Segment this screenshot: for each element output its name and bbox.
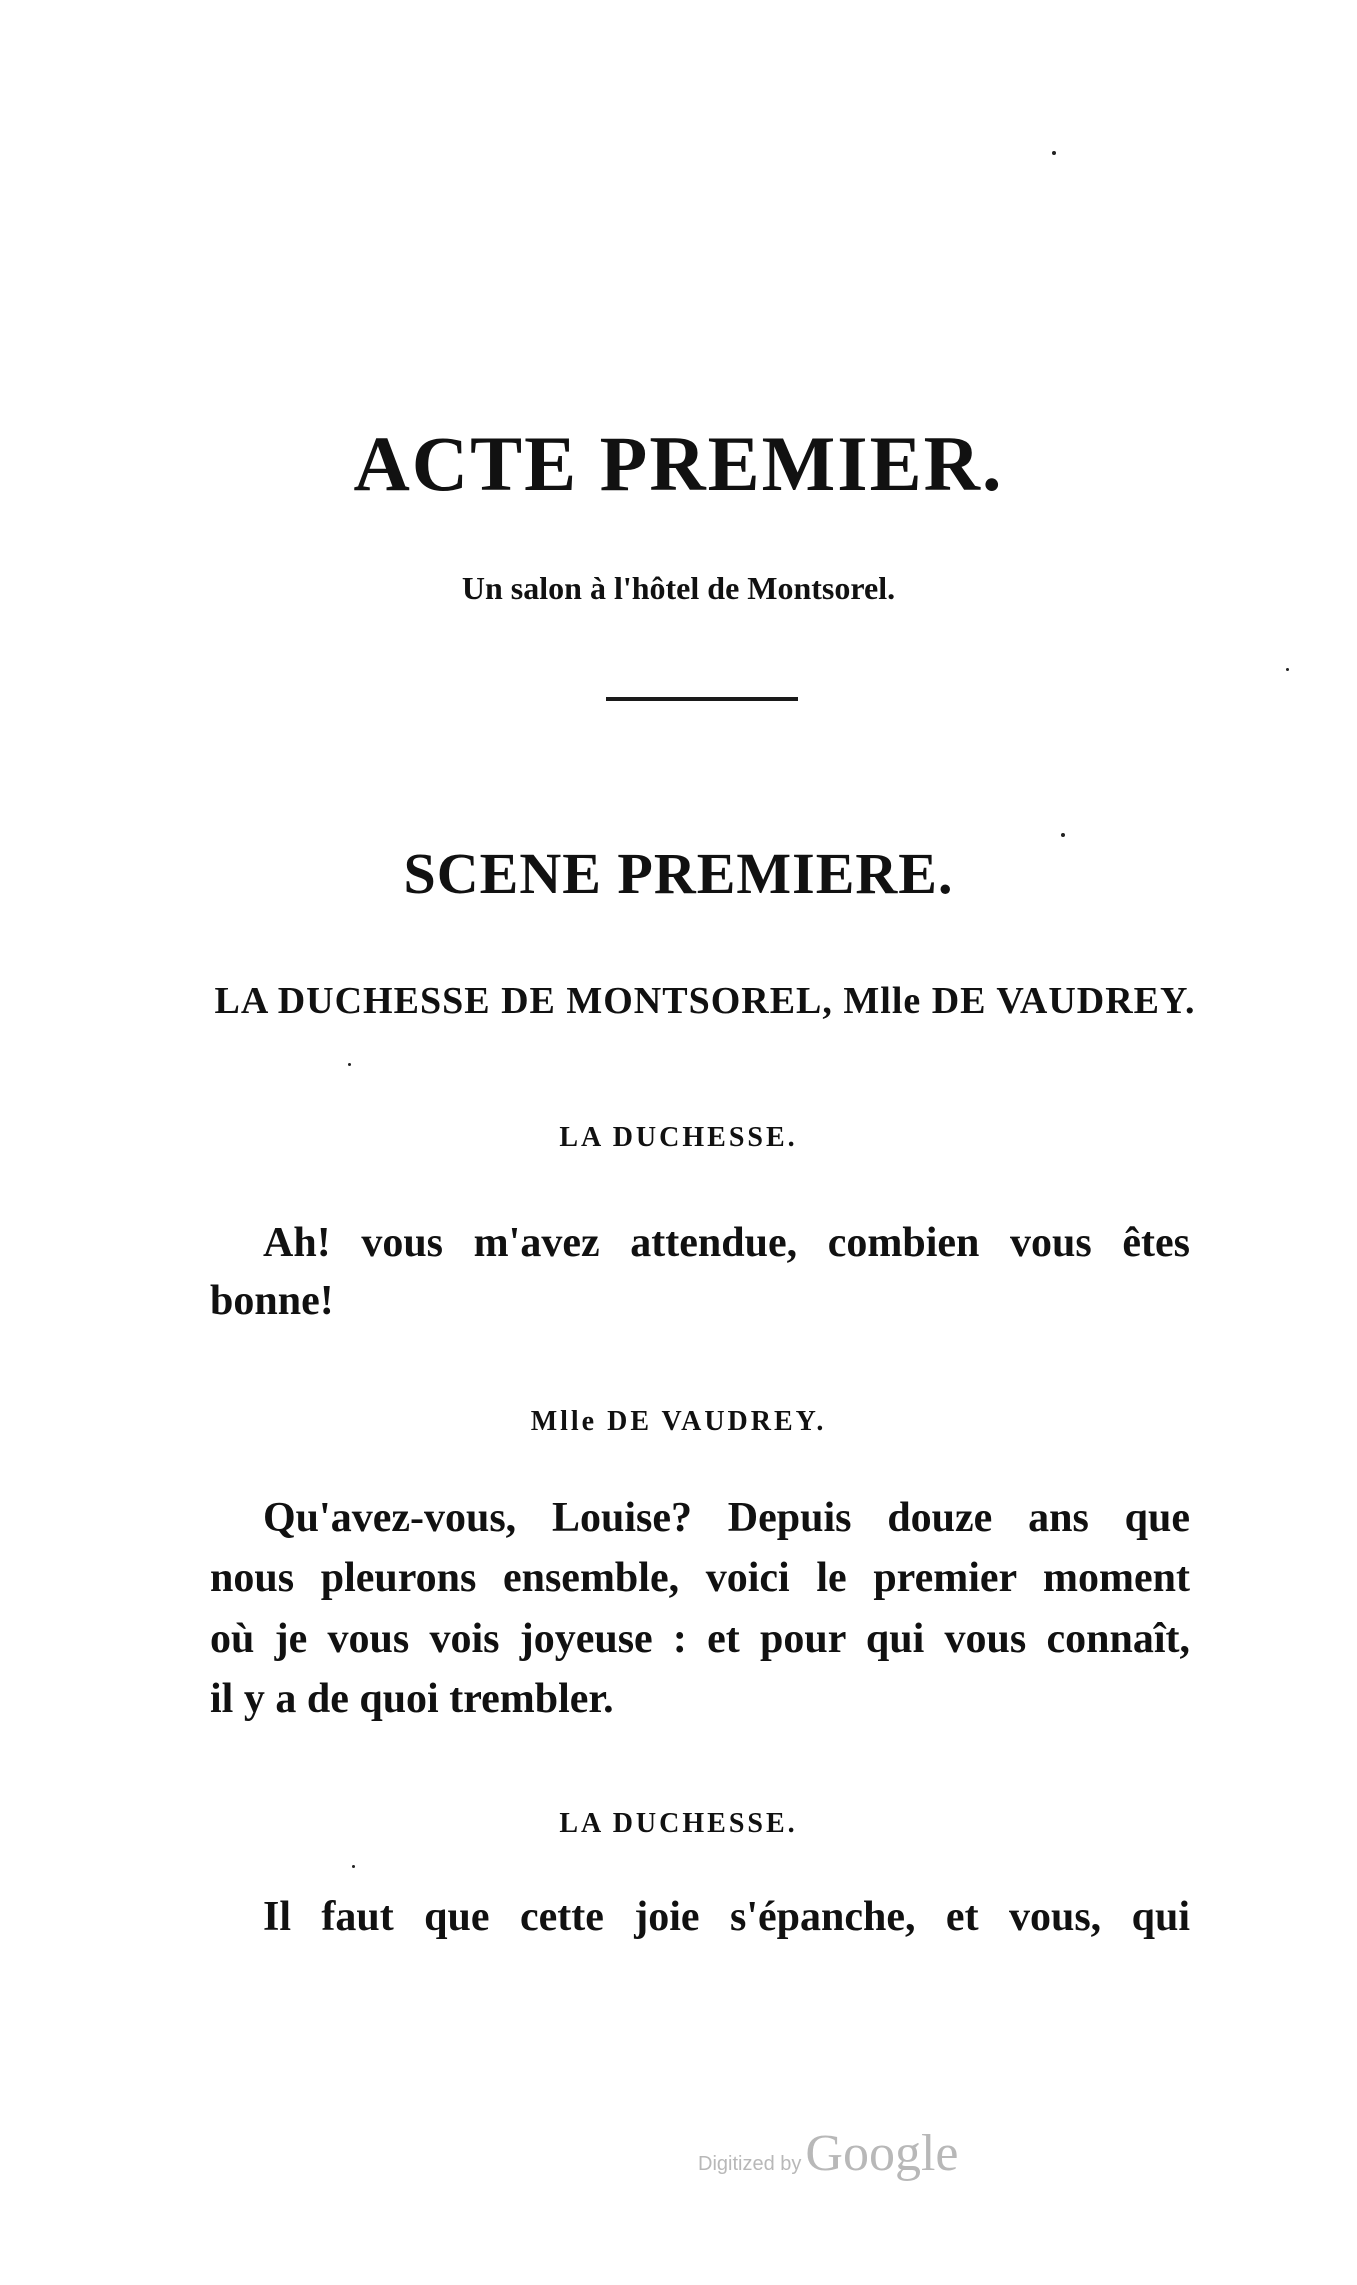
act-title: ACTE PREMIER.: [353, 420, 1004, 507]
speech-line: où je vous vois joyeuse : et pour qui vous connaît,: [210, 1616, 1190, 1662]
scene-title: SCENE PREMIERE.: [403, 841, 954, 906]
speech-line: Ah! vous m'avez attendue, combien vous êtes: [263, 1220, 1190, 1266]
ink-speck: [1286, 668, 1289, 671]
character-list: LA DUCHESSE DE MONTSOREL, Mlle DE VAUDREY.: [214, 980, 1196, 1022]
section-divider: [606, 697, 798, 701]
speech-line: bonne!: [210, 1278, 334, 1324]
speech-line: nous pleurons ensemble, voici le premier moment: [210, 1555, 1190, 1601]
ink-speck: [352, 1865, 355, 1868]
speech-line: Qu'avez-vous, Louise? Depuis douze ans que: [263, 1495, 1190, 1541]
ink-speck: [348, 1063, 351, 1066]
watermark-brand: Google: [805, 2125, 959, 2182]
ink-speck: [1052, 151, 1056, 155]
speech-line: il y a de quoi trembler.: [210, 1676, 614, 1722]
speaker-name: LA DUCHESSE.: [559, 1808, 798, 1839]
speaker-name: Mlle DE VAUDREY.: [530, 1406, 827, 1437]
speaker-name: LA DUCHESSE.: [559, 1122, 798, 1153]
setting-description: Un salon à l'hôtel de Montsorel.: [461, 570, 896, 606]
digitized-watermark: [698, 2125, 959, 2182]
ink-speck: [1061, 833, 1065, 837]
speech-line: Il faut que cette joie s'épanche, et vous, qui: [263, 1894, 1190, 1940]
watermark-prefix: Digitized by: [698, 2153, 802, 2175]
